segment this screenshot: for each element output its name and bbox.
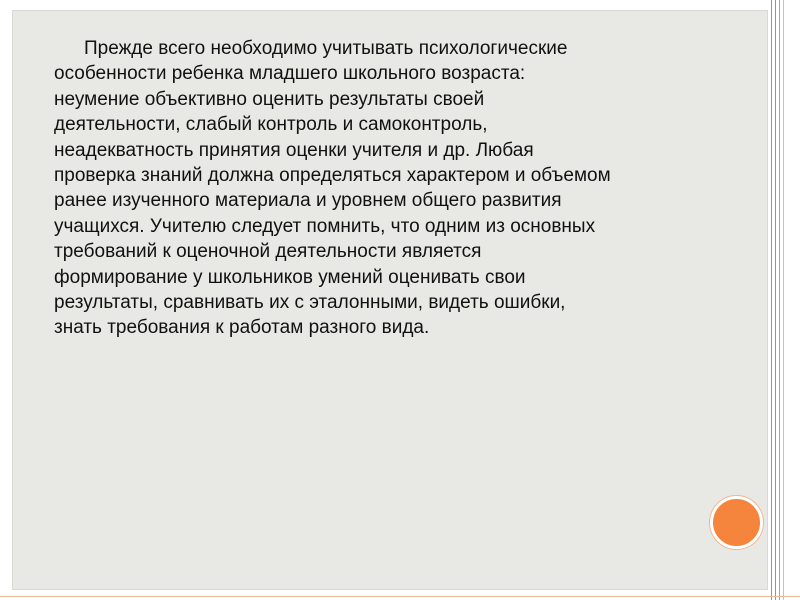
decorative-rule: [771, 0, 772, 600]
accent-circle: [710, 496, 763, 549]
body-paragraph: Прежде всего необходимо учитывать психологические особенности ребенка младшего школьного возраста: неумение объективно оценить результаты своей деятельности, слабый контроль и самоконтроль, неадекватность принятия оценки учителя и др. Любая проверка знаний должна определяться характером и объемом ранее изученного материала и уровнем общего развития учащихся. Учителю следует помнить, что одним из основных требований к оценочной деятельности является формирование у школьников умений оценивать свои результаты, сравнивать их с эталонными, видеть ошибки, знать требования к работам разного вида.: [54, 38, 611, 339]
decorative-rule: [783, 0, 784, 600]
decorative-rule: [0, 596, 800, 597]
decorative-rule: [779, 0, 780, 600]
decorative-rule: [775, 0, 776, 600]
